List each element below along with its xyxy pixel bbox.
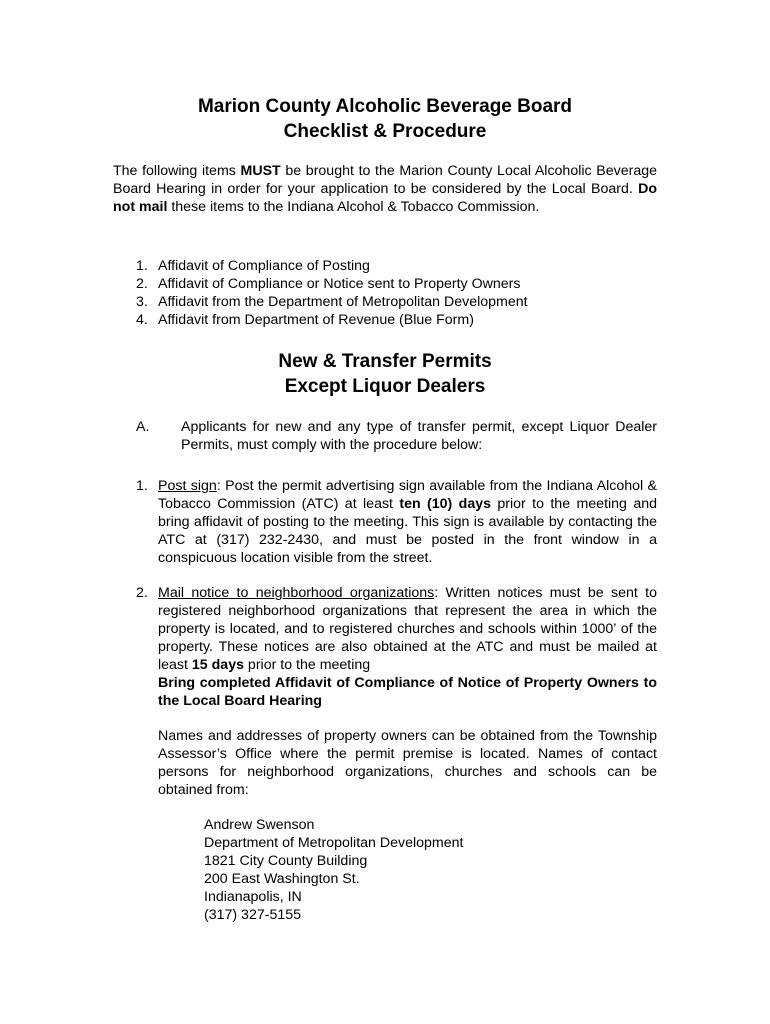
contact-phone: (317) 327-5155 [204,907,302,923]
do-not-mail-emphasis: Do not mail [113,181,657,215]
contact-department: Department of Metropolitan Development [204,835,464,851]
list-item: 1. Affidavit of Compliance of Posting [136,258,370,274]
section-subtitle: Except Liquor Dealers [284,376,486,397]
list-item: 3. Affidavit from the Department of Metropolitan Development [136,294,528,310]
step-2-number: 2. [136,585,148,601]
section-a-text: Applicants for new and any type of transfer permit, except Liquor Dealer Permits, must comply with the procedure below: [181,419,657,453]
step-2-heading: Mail notice to neighborhood organizations [158,585,435,601]
contact-city: Indianapolis, IN [204,889,302,905]
list-item: 2. Affidavit of Compliance or Notice sent to Property Owners [136,276,521,292]
section-a-label: A. [136,419,150,435]
names-paragraph: Names and addresses of property owners can be obtained from the Township Assessor’s Office where the permit premise is located. Names of contact persons for neighborhood organizations, churches and schools can be obtained from: [158,728,657,798]
contact-address-block [204,816,604,924]
must-emphasis: MUST [240,163,281,179]
step-1-paragraph: Post sign: Post the permit advertising sign available from the Indiana Alcohol & Tobacco Commission (ATC) at least ten (10) days prior to the meeting and bring affidavit of posting to the meeting. This sign is available by contacting the ATC at (317) 232-2430, and must be posted in the front window in a conspicuous location visible from the street. [158,478,658,566]
intro-paragraph: The following items MUST be brought to the Marion County Local Alcoholic Beverage Board Hearing in order for your application to be considered by the Local Board. Do not mail these items to the Indiana Alcohol & Tobacco Commission. [113,163,657,215]
contact-name: Andrew Swenson [204,817,315,833]
list-item: 4. Affidavit from Department of Revenue (Blue Form) [136,312,474,328]
step-1-number: 1. [136,478,148,494]
contact-street: 200 East Washington St. [204,871,360,887]
step-1-heading: Post sign [158,478,217,494]
document-title: Marion County Alcoholic Beverage Board [197,96,573,117]
contact-building: 1821 City County Building [204,853,368,869]
affidavit-notice: Bring completed Affidavit of Compliance of Notice of Property Owners to the Local Board Hearing [158,675,657,709]
section-title: New & Transfer Permits [278,351,492,372]
required-items-list [136,257,656,329]
document-subtitle: Checklist & Procedure [283,121,487,142]
step-2-paragraph: Mail notice to neighborhood organizations: Written notices must be sent to registered neighborhood organizations that represent the area in which the property is located, and to registered churches and schools within 1000’ of the property. These notices are also obtained at the ATC and must be mailed at least 15 days prior to the meeting [158,585,657,673]
